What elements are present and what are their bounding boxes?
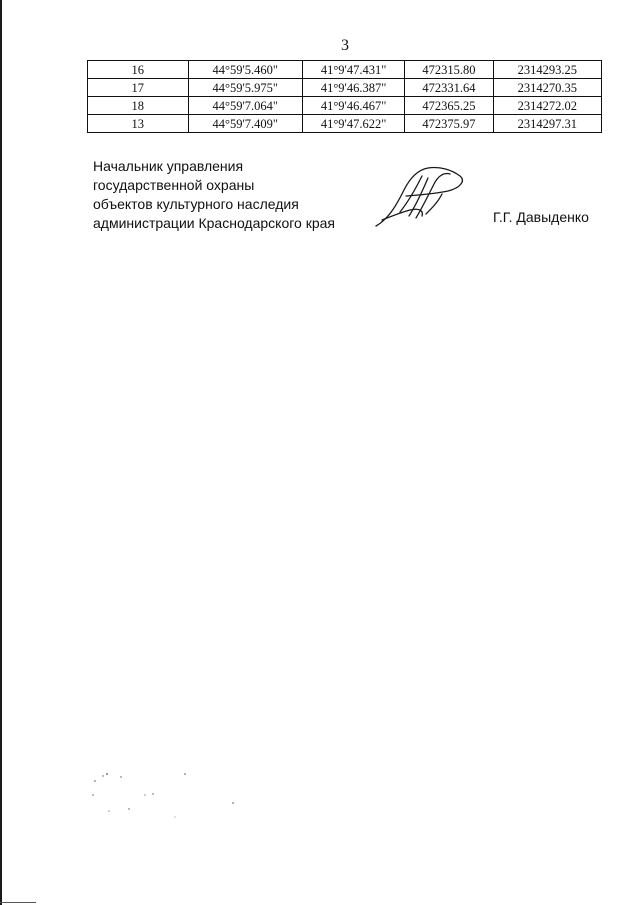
longitude-cell: 41°9'46.467" (302, 97, 404, 115)
point-number-cell: 13 (88, 115, 189, 133)
table-row (88, 61, 602, 79)
page-number: 3 (341, 37, 349, 54)
signer-title-line: государственной охраны (93, 177, 255, 193)
coordinates-table (87, 60, 602, 133)
scan-left-edge (0, 0, 2, 905)
table-row (88, 115, 602, 133)
x-coordinate-cell: 472375.97 (405, 115, 493, 133)
signer-name: Г.Г. Давыденко (493, 209, 589, 225)
latitude-cell: 44°59'7.409" (188, 115, 302, 133)
point-number-cell: 17 (88, 79, 189, 97)
scan-bottom-edge (0, 902, 36, 903)
signer-title (93, 157, 335, 233)
longitude-cell: 41°9'46.387" (302, 79, 404, 97)
point-number-cell: 18 (88, 97, 189, 115)
y-coordinate-cell: 2314272.02 (493, 97, 601, 115)
y-coordinate-cell: 2314297.31 (493, 115, 601, 133)
x-coordinate-cell: 472331.64 (405, 79, 493, 97)
latitude-cell: 44°59'5.975" (188, 79, 302, 97)
y-coordinate-cell: 2314293.25 (493, 61, 601, 79)
signer-title-line: администрации Краснодарского края (93, 215, 335, 231)
table-row (88, 79, 602, 97)
x-coordinate-cell: 472365.25 (405, 97, 493, 115)
point-number-cell: 16 (88, 61, 189, 79)
x-coordinate-cell: 472315.80 (405, 61, 493, 79)
table-row (88, 97, 602, 115)
signature-icon (372, 162, 472, 232)
longitude-cell: 41°9'47.431" (302, 61, 404, 79)
longitude-cell: 41°9'47.622" (302, 115, 404, 133)
y-coordinate-cell: 2314270.35 (493, 79, 601, 97)
scan-noise-icon (85, 765, 255, 835)
latitude-cell: 44°59'5.460" (188, 61, 302, 79)
signer-title-line: Начальник управления (93, 158, 244, 174)
signer-title-line: объектов культурного наследия (93, 196, 299, 212)
latitude-cell: 44°59'7.064" (188, 97, 302, 115)
